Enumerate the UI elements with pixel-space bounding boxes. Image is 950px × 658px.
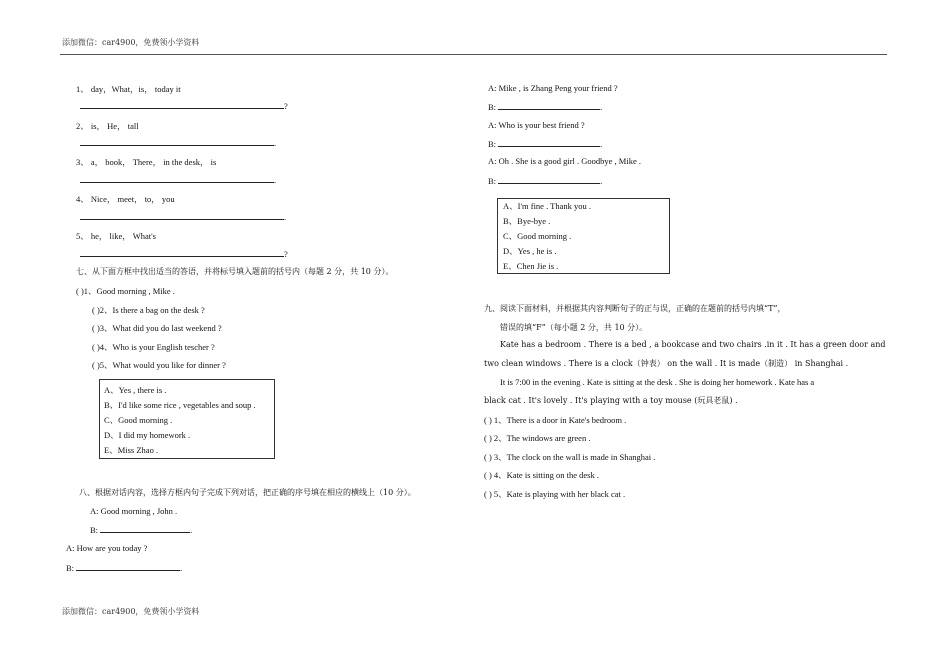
dialogue-option-d: D、Yes , he is . (503, 246, 557, 256)
section7-question-2[interactable]: ( )2、Is there a bag on the desk ? (92, 305, 205, 315)
section9-statement-4[interactable]: ( ) 4、Kate is sitting on the desk . (484, 470, 599, 480)
dialogue-option-b: B、Bye-bye . (503, 216, 551, 226)
reorder-prompt-5: 5、 he， like， What's (76, 231, 156, 241)
section8-line-1: A: Good morning , John . (90, 506, 178, 516)
section8-line-4[interactable]: B: . (66, 563, 183, 573)
section8-line-3: A: How are you today ? (66, 543, 148, 553)
section7-option-c: C、Good morning . (104, 415, 173, 425)
section7-question-1[interactable]: ( )1、Good morning , Mike . (76, 286, 175, 296)
section9-passage-line-2: two clean windows . There is a clock（钟表） on the wall . It is made（制造） in Shanghai . (484, 359, 849, 368)
section9-passage-line-1: Kate has a bedroom . There is a bed , a bookcase and two chairs .in it . It has a green door and (500, 340, 886, 349)
section9-passage-line-4: black cat . It's lovely . It's playing with a toy mouse (玩具老鼠) . (484, 396, 738, 405)
section7-option-b: B、I'd like some rice , vegetables and soup . (104, 400, 256, 410)
dialogue-option-c: C、Good morning . (503, 231, 572, 241)
dialogue-line-2[interactable]: B: . (488, 102, 603, 112)
section8-title: 八、根据对话内容，选择方框内句子完成下列对话，把正确的序号填在相应的横线上（10 分）。 (79, 488, 416, 497)
dialogue-line-5: A: Oh . She is a good girl . Goodbye , Mike . (488, 156, 641, 166)
dialogue-line-3: A: Who is your best friend ? (488, 120, 585, 130)
section9-statement-1[interactable]: ( ) 1、There is a door in Kate's bedroom . (484, 415, 627, 425)
page-footer: 添加微信：car4900，免费领小学资料 (62, 607, 200, 616)
header-divider (60, 54, 887, 55)
dialogue-line-6[interactable]: B: . (488, 176, 603, 186)
reorder-prompt-3: 3、 a， book， There， in the desk， is (76, 157, 217, 167)
section7-title: 七、从下面方框中找出适当的答语，并将标号填入题前的括号内（每题 2 分，共 10 分）。 (76, 267, 394, 276)
reorder-prompt-2: 2、 is， He， tall (76, 121, 139, 131)
dialogue-option-e: E、Chen Jie is . (503, 261, 559, 271)
section7-question-3[interactable]: ( )3、What did you do last weekend ? (92, 323, 222, 333)
section9-title: 九、阅读下面材料，并根据其内容判断句子的正与误，正确的在题前的括号内填“T”， (484, 304, 786, 313)
dialogue-line-4[interactable]: B: . (488, 139, 603, 149)
section9-passage-line-3: It is 7:00 in the evening . Kate is sitting at the desk . She is doing her homework . Kate has a (500, 377, 815, 387)
reorder-answer-line-4[interactable]: . (80, 211, 286, 222)
reorder-answer-line-3[interactable]: . (80, 174, 276, 185)
section7-option-e: E、Miss Zhao . (104, 445, 159, 455)
reorder-prompt-4: 4、 Nice， meet， to， you (76, 194, 175, 204)
section9-statement-5[interactable]: ( ) 5、Kate is playing with her black cat . (484, 489, 626, 499)
section7-question-5[interactable]: ( )5、What would you like for dinner ? (92, 360, 226, 370)
section9-title-cont: 错误的填“F”（每小题 2 分，共 10 分）。 (500, 323, 648, 332)
section7-option-d: D、I did my homework . (104, 430, 191, 440)
reorder-prompt-1: 1、 day，What，is， today it (76, 84, 181, 94)
reorder-answer-line-5[interactable]: ? (80, 248, 288, 259)
page-header: 添加微信：car4900，免费领小学资料 (62, 38, 200, 47)
reorder-answer-line-2[interactable]: . (80, 137, 276, 148)
section7-question-4[interactable]: ( )4、Who is your English tescher ? (92, 342, 215, 352)
section7-options-box (99, 379, 275, 459)
dialogue-option-a: A、I'm fine . Thank you . (503, 201, 592, 211)
section7-option-a: A、Yes , there is . (104, 385, 167, 395)
reorder-answer-line-1[interactable]: ? (80, 100, 288, 111)
dialogue-options-box (497, 198, 670, 274)
section9-statement-2[interactable]: ( ) 2、The windows are green . (484, 433, 591, 443)
dialogue-line-1: A: Mike , is Zhang Peng your friend ? (488, 83, 618, 93)
section8-line-2[interactable]: B: . (90, 525, 193, 535)
section9-statement-3[interactable]: ( ) 3、The clock on the wall is made in Shanghai . (484, 452, 656, 462)
